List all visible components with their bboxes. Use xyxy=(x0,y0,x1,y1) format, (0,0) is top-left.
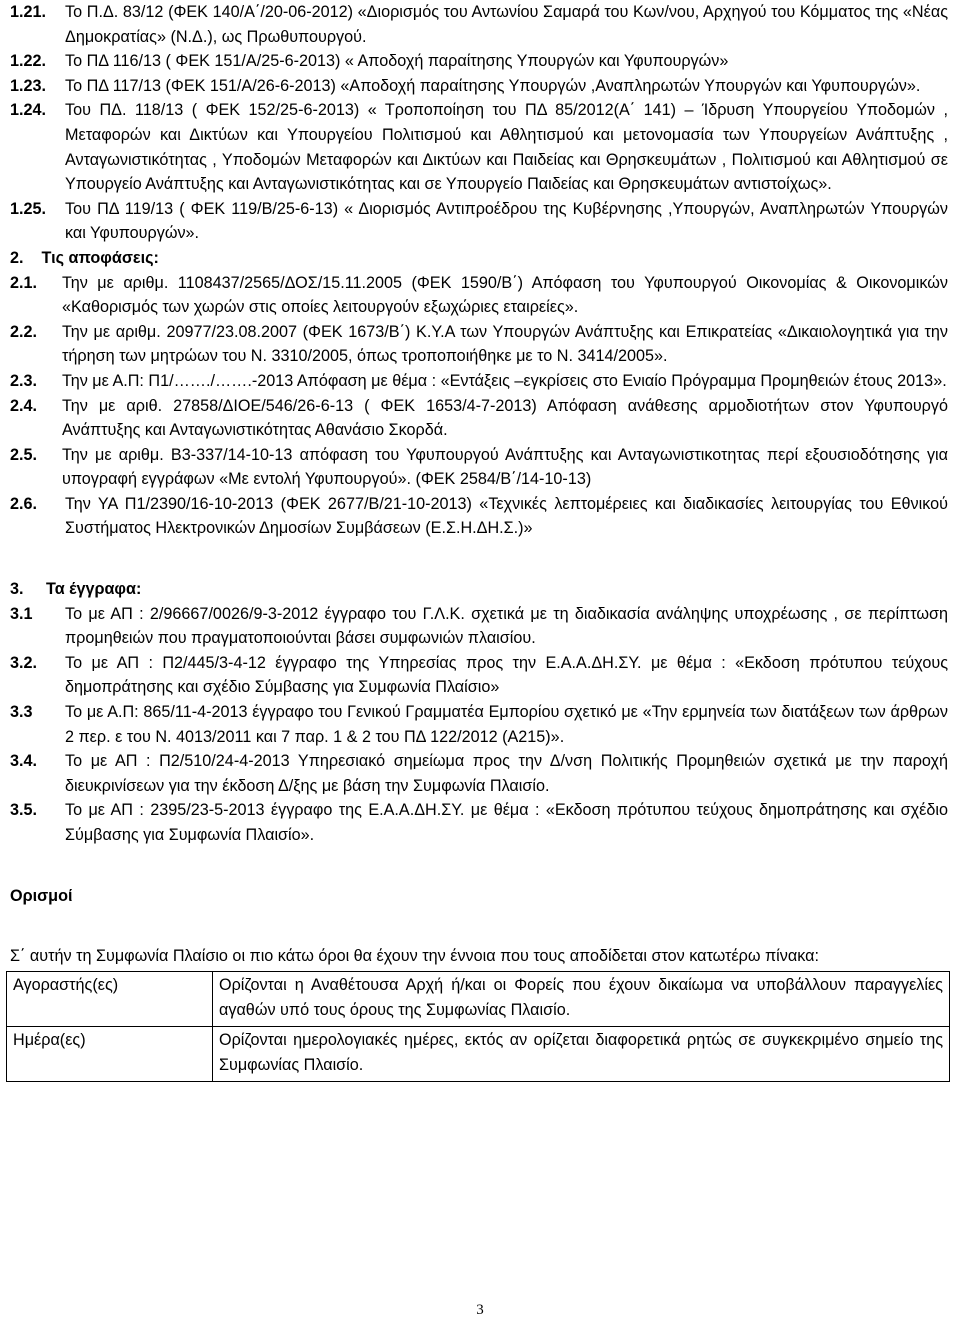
list-item xyxy=(10,369,948,394)
item-number: 3.2. xyxy=(10,653,38,672)
item-number: 2.6. xyxy=(10,494,38,513)
item-number: 2.2. xyxy=(10,322,38,341)
list-item xyxy=(10,74,948,99)
item-number: 2.5. xyxy=(10,445,38,464)
list-section-3 xyxy=(10,602,948,848)
section-title: Τις αποφάσεις: xyxy=(41,248,159,267)
spacer xyxy=(10,908,948,944)
item-text: Του ΠΔ. 118/13 ( ΦΕΚ 152/25-6-2013) « Τροποποίηση του ΠΔ 85/2012(Α΄ 141) – Ίδρυση Υπουργείου Υποδομών , Μεταφορών και Δικτύων και Υπουργείου Πολιτισμού και Αθλητισμού και μετονομασία των Υπουργείων Ανάπτυξης , Ανταγωνιστικότητας , Υποδομών Μεταφορών και Δικτύων και Παιδείας και Θρησκευμάτων , Πολιτισμού και Αθλητισμού σε Υπουργείο Ανάπτυξης και Ανταγωνιστικότητας και σε Υπουργείο Παιδείας και Θρησκευμάτων αντιστοίχως». xyxy=(65,101,948,194)
item-text: Την με Α.Π: Π1/……./…….-2013 Απόφαση με θέμα : «Εντάξεις –εγκρίσεις στο Ενιαίο Πρόγραμμα Προμηθειών έτους 2013». xyxy=(62,371,947,390)
item-text: Το με ΑΠ : Π2/445/3-4-12 έγγραφο της Υπηρεσίας προς την Ε.Α.Α.ΔΗ.ΣΥ. με θέμα : «Εκδοση πρότυπου τεύχους δημοπράτησης και σχέδιο Σύμβασης για Συμφωνία Πλαίσιο» xyxy=(65,653,948,697)
definitions-title: Ορισμοί xyxy=(10,886,73,905)
list-item xyxy=(10,394,948,443)
spacer xyxy=(10,848,948,884)
item-text: Το με Α.Π: 865/11-4-2013 έγγραφο του Γενικού Γραμματέα Εμπορίου σχετικό με «Την ερμηνεία των διατάξεων των άρθρων 2 περ. ε του Ν. 4013/2011 και 7 παρ. 1 & 2 του ΠΔ 122/2012 (Α215)». xyxy=(65,703,948,746)
list-item xyxy=(10,271,948,320)
item-number: 2.4. xyxy=(10,396,38,415)
document-page xyxy=(10,0,948,1082)
item-number: 1.24. xyxy=(10,101,47,120)
item-text: Την με αριθμ. Β3-337/14-10-13 απόφαση του Υφυπουργού Ανάπτυξης και Ανταγωνιστικοτητας περί εξουσιοδότησης για υπογραφή εγγράφων «Με εντολή Υφυπουργού». (ΦΕΚ 2584/Β΄/14-10-13) xyxy=(62,445,948,489)
section-title: Τα έγγραφα: xyxy=(46,580,142,599)
item-text: Την με αριθμ. 20977/23.08.2007 (ΦΕΚ 1673/Β΄) Κ.Υ.Α των Υπουργών Ανάπτυξης και Επικρατείας «Δικαιολογητικά για την τήρηση των μητρώων του Ν. 3310/2005, όπως τροποποιήθηκε με το Ν. 3414/2005». xyxy=(62,322,948,366)
definition-cell: Ορίζονται η Αναθέτουσα Αρχή ή/και οι Φορείς που έχουν δικαίωμα να υποβάλλουν παραγγελίες αγαθών υπό τους όρους της Συμφωνίας Πλαισίο. xyxy=(213,971,950,1026)
term-cell: Ημέρα(ες) xyxy=(7,1026,213,1081)
list-item xyxy=(10,49,948,74)
list-item xyxy=(10,492,948,541)
item-text: Το με ΑΠ : 2/96667/0026/9-3-2012 έγγραφο του Γ.Λ.Κ. σχετικά με τη διαδικασία ανάληψης υποχρέωσης , σε περίπτωση προμηθειών που πραγματοποιούνται βάσει συμφωνιών πλαισίου. xyxy=(65,604,948,648)
item-number: 2.3. xyxy=(10,371,38,390)
page-number: 3 xyxy=(476,1302,484,1318)
item-text: Το με ΑΠ : 2395/23-5-2013 έγγραφο της Ε.Α.Α.ΔΗ.ΣΥ. με θέμα : «Εκδοση πρότυπου τεύχους δημοπράτησης και σχέδιο Σύμβασης για Συμφωνία Πλαισίο». xyxy=(65,801,948,844)
table-row xyxy=(7,1026,950,1081)
list-section-2 xyxy=(10,271,948,542)
item-number: 3.3 xyxy=(10,703,33,722)
list-section-1 xyxy=(10,0,948,246)
item-number: 3.5. xyxy=(10,801,38,820)
list-item xyxy=(10,602,948,651)
item-text: Το Π.Δ. 83/12 (ΦΕΚ 140/Α΄/20-06-2012) «Διορισμός του Αντωνίου Σαμαρά του Κων/νου, Αρχηγού του Κόμματος της «Νέας Δημοκρατίας» (Ν.Δ.), ως Πρωθυπουργού. xyxy=(65,3,948,46)
table-row xyxy=(7,971,950,1026)
item-number: 3.1 xyxy=(10,604,33,623)
item-number: 1.21. xyxy=(10,3,47,21)
list-item xyxy=(10,443,948,492)
definition-cell: Ορίζονται ημερολογιακές ημέρες, εκτός αν ορίζεται διαφορετικά ρητώς σε συγκεκριμένο σημείο της Συμφωνίας Πλαισίο. xyxy=(213,1026,950,1081)
item-text: Την ΥΑ Π1/2390/16-10-2013 (ΦΕΚ 2677/Β/21-10-2013) «Τεχνικές λεπτομέρειες και διαδικασίες λειτουργίας του Εθνικού Συστήματος Ηλεκτρονικών Δημοσίων Συμβάσεων (Ε.Σ.Η.ΔΗ.Σ.)» xyxy=(65,494,948,538)
list-item xyxy=(10,197,948,246)
list-item xyxy=(10,98,948,196)
list-item xyxy=(10,798,948,847)
item-text: Την με αριθ. 27858/ΔΙΟΕ/546/26-6-13 ( ΦΕΚ 1653/4-7-2013) Απόφαση ανάθεσης αρμοδιοτήτων στον Υφυπουργό Ανάπτυξης και Ανταγωνιστικότητας Αθανάσιο Σκορδά. xyxy=(62,396,948,440)
list-item xyxy=(10,0,948,49)
definitions-intro: Σ΄ αυτήν τη Συμφωνία Πλαίσιο οι πιο κάτω όροι θα έχουν την έννοια που τους αποδίδεται στον κατωτέρω πίνακα: xyxy=(10,947,819,966)
term-cell: Αγοραστής(ες) xyxy=(7,971,213,1026)
list-item xyxy=(10,749,948,798)
list-item xyxy=(10,320,948,369)
item-text: Το ΠΔ 116/13 ( ΦΕΚ 151/Α/25-6-2013) « Αποδοχή παραίτησης Υπουργών και Υφυπουργών» xyxy=(65,52,729,71)
section-number: 3. xyxy=(10,580,24,599)
definitions-table xyxy=(6,971,950,1082)
item-number: 1.23. xyxy=(10,76,47,95)
list-item xyxy=(10,651,948,700)
item-number: 3.4. xyxy=(10,752,38,771)
section-heading-decisions xyxy=(10,246,948,271)
spacer xyxy=(10,541,948,577)
item-number: 1.22. xyxy=(10,52,47,71)
item-text: Του ΠΔ 119/13 ( ΦΕΚ 119/Β/25-6-13) « Διορισμός Αντιπροέδρου της Κυβέρνησης ,Υπουργών, Αναπληρωτών Υπουργών και Υφυπουργών». xyxy=(65,199,948,243)
item-number: 2.1. xyxy=(10,273,38,292)
item-text: Το ΠΔ 117/13 (ΦΕΚ 151/Α/26-6-2013) «Αποδοχή παραίτησης Υπουργών ,Αναπληρωτών Υπουργών και Υφυπουργών». xyxy=(65,76,921,95)
section-heading-documents xyxy=(10,577,948,602)
item-text: Την με αριθμ. 1108437/2565/ΔΟΣ/15.11.2005 (ΦΕΚ 1590/Β΄) Απόφαση του Υφυπουργού Οικονομίας & Οικονομικών «Καθορισμός των χωρών στις οποίες λειτουργούν εξωχώριες εταιρείες». xyxy=(62,273,948,317)
section-number: 2. xyxy=(10,248,24,267)
item-number: 1.25. xyxy=(10,199,47,218)
list-item xyxy=(10,700,948,749)
item-text: Το με ΑΠ : Π2/510/24-4-2013 Υπηρεσιακό σημείωμα προς την Δ/νση Πολιτικής Προμηθειών σχετικά με την παροχή διευκρινίσεων για την έκδοση Δ/ξης με βάση την Συμφωνία Πλαισίο. xyxy=(65,752,948,795)
